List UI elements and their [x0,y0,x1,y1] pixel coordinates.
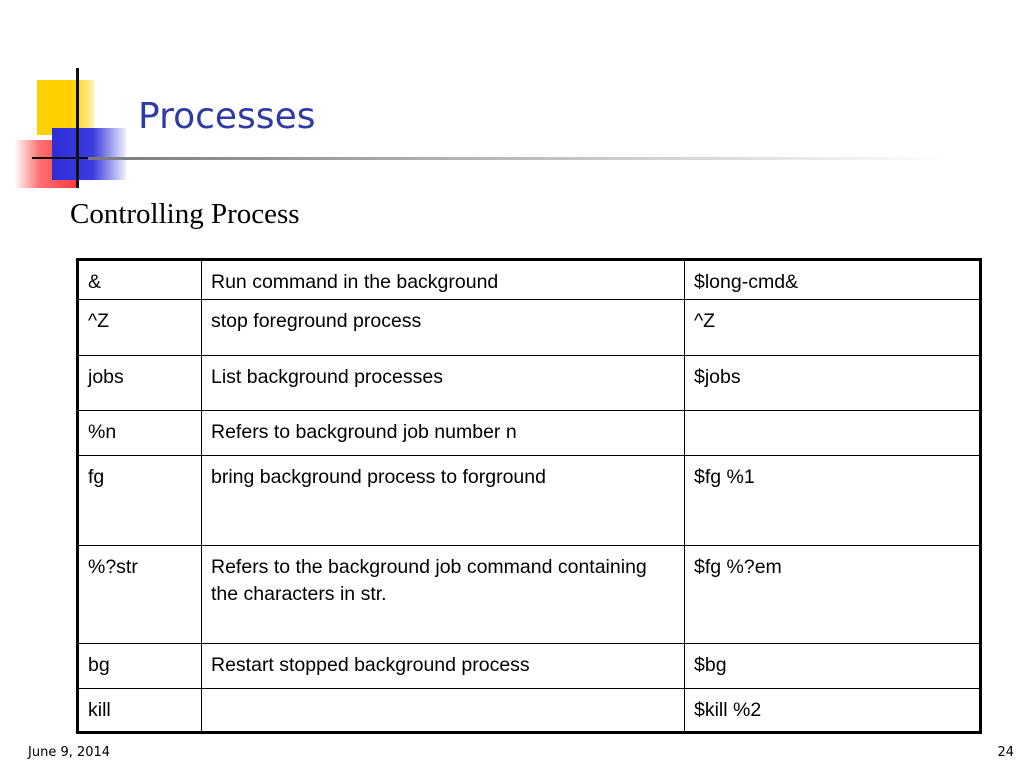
example-cell [685,411,981,456]
title-underline-rule [88,157,948,160]
command-cell: %n [78,411,202,456]
command-cell: & [78,260,202,300]
example-cell: $fg %1 [685,456,981,546]
table-row [78,356,981,411]
table-row [78,644,981,689]
description-cell [202,689,685,733]
page-number: 24 [997,745,1014,760]
description-cell: Run command in the background [202,260,685,300]
command-cell: %?str [78,546,202,644]
description-cell: stop foreground process [202,300,685,356]
table-row [78,260,981,300]
command-cell: bg [78,644,202,689]
table-row [78,546,981,644]
logo-horizontal-line [32,157,92,159]
table-row [78,300,981,356]
description-cell: List background processes [202,356,685,411]
logo-vertical-line [76,68,79,188]
description-cell: Refers to the background job command containing the characters in str. [202,546,685,644]
example-cell: $fg %?em [685,546,981,644]
command-cell: kill [78,689,202,733]
slide-subtitle: Controlling Process [70,198,300,230]
command-cell: ^Z [78,300,202,356]
description-cell: Restart stopped background process [202,644,685,689]
example-cell: $bg [685,644,981,689]
logo-blue-square [52,128,126,180]
footer-date: June 9, 2014 [28,745,111,760]
example-cell: $jobs [685,356,981,411]
slide-logo-decoration [0,0,140,200]
example-cell: ^Z [685,300,981,356]
logo-yellow-square [37,80,94,135]
table-row [78,456,981,546]
table-row [78,689,981,733]
slide-title: Processes [138,96,316,137]
description-cell: Refers to background job number n [202,411,685,456]
process-control-table [76,258,982,734]
command-cell: fg [78,456,202,546]
command-cell: jobs [78,356,202,411]
description-cell: bring background process to forground [202,456,685,546]
example-cell: $kill %2 [685,689,981,733]
example-cell: $long-cmd& [685,260,981,300]
table-row [78,411,981,456]
